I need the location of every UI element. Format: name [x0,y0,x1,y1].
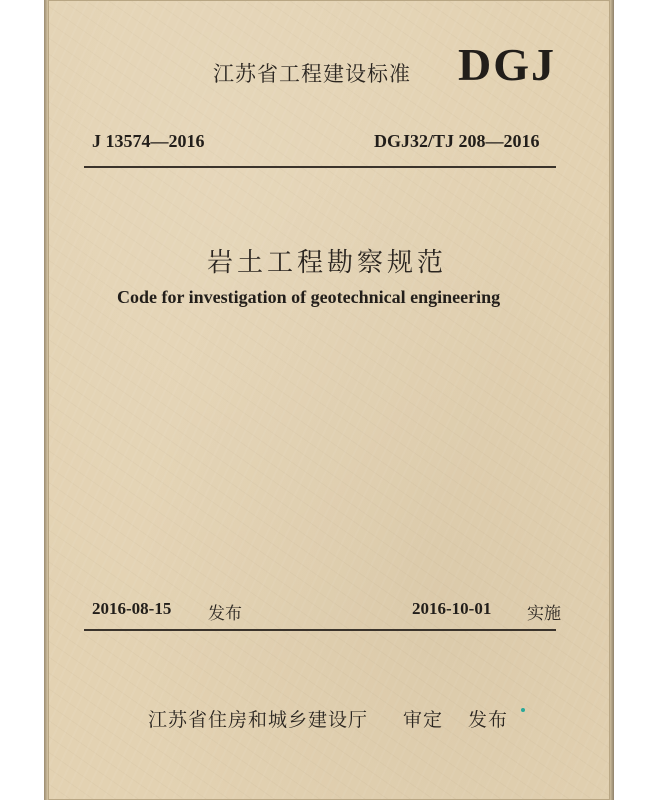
standard-code: DGJ32/TJ 208—2016 [374,131,540,151]
issue-date: 2016-08-15 [92,599,172,618]
implementation-date: 2016-10-01 [412,599,492,618]
page-right-edge [610,0,614,800]
book-cover [48,0,610,800]
registration-code: J 13574—2016 [92,131,205,151]
publisher-name: 江苏省住房和城乡建设厅 [148,709,369,731]
standard-series-label: 江苏省工程建设标准 [213,62,411,86]
dgj-logo: DGJ [458,39,556,90]
bottom-rule-divider [84,629,556,631]
issue-label: 发布 [208,604,242,624]
title-chinese: 岩土工程勘察规范 [207,248,448,278]
review-label: 审定 [403,709,444,731]
title-english: Code for investigation of geotechnical engineering [117,287,501,307]
ink-dot-mark [521,708,525,712]
publish-label: 发布 [468,709,509,731]
implementation-label: 实施 [527,604,561,624]
top-rule-divider [84,166,556,168]
